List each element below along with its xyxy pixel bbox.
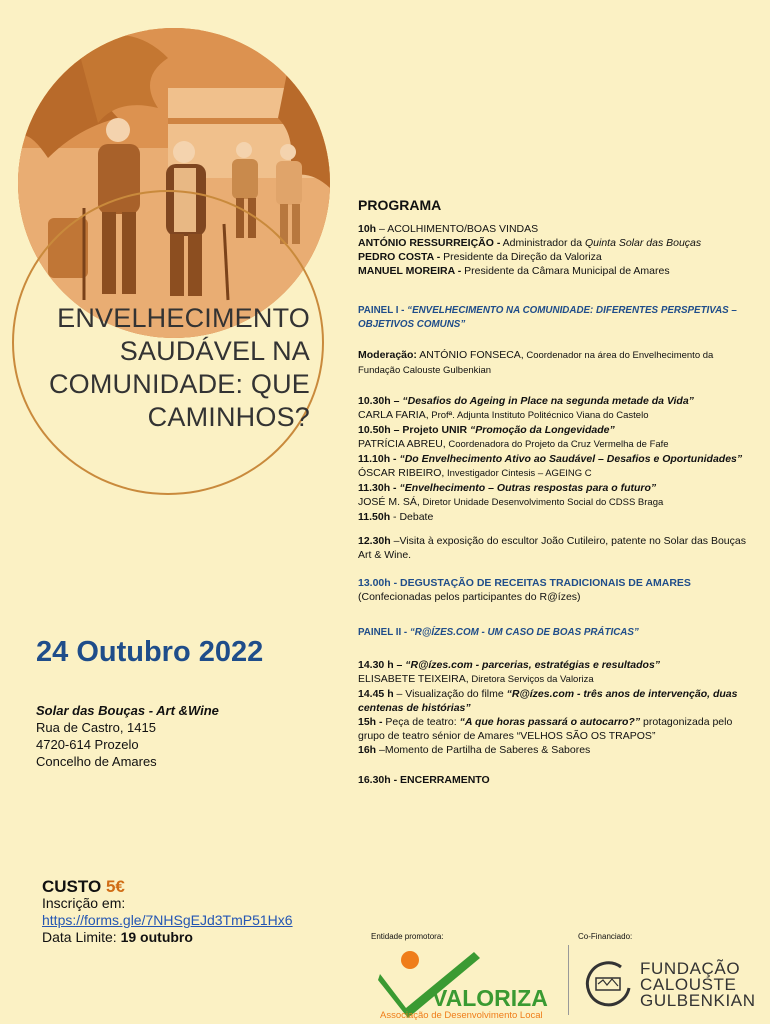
program-item: [358, 394, 753, 408]
program-block: [358, 198, 753, 787]
speaker-role: Coordenadora do Projeto da Cruz Vermelha de Fafe: [445, 439, 669, 450]
program-item: [358, 510, 753, 524]
panel-label: PAINEL II -: [358, 627, 408, 638]
lunch-note: (Confecionadas pelos participantes do R@ízes): [358, 591, 581, 603]
moderation: [358, 348, 753, 378]
speaker-name: PEDRO COSTA -: [358, 251, 441, 263]
cost-label: CUSTO: [42, 877, 102, 896]
item-time: 10.30h –: [358, 395, 400, 407]
venue-name: Solar das Bouças - Art &Wine: [36, 703, 219, 718]
speaker-role: Investigador Cintesis – AGEING C: [444, 468, 592, 479]
program-item: [358, 672, 753, 687]
item-time: 10h: [358, 223, 377, 235]
program-item: [358, 222, 753, 236]
speaker-name: CARLA FARIA,: [358, 409, 429, 421]
program-item: [358, 743, 753, 757]
title-line: COMUNIDADE: QUE: [48, 369, 310, 399]
item-time: 11.50h: [358, 511, 391, 523]
program-item: [358, 250, 753, 264]
program-item: [358, 452, 753, 466]
speaker-role: Administrador da: [500, 237, 585, 249]
item-text: –Visita à exposição do escultor João Cutileiro, patente no Solar das Bouças Art & Wine.: [358, 535, 746, 561]
program-item: [358, 715, 753, 743]
program-item: [358, 534, 753, 562]
program-item: [358, 481, 753, 495]
valoriza-logo: [376, 948, 561, 1020]
moderator-name: ANTÓNIO FONSECA,: [416, 349, 524, 361]
speaker-place: Quinta Solar das Bouças: [584, 237, 702, 249]
valoriza-tagline: Associação de Desenvolvimento Local: [380, 1010, 543, 1020]
moderator-role: Coordenador na área do Envelhecimento da Fundação Calouste Gulbenkian: [358, 350, 714, 376]
program-item: [358, 437, 753, 452]
panel-text: “ENVELHECIMENTO NA COMUNIDADE: DIFERENTES PERSPETIVAS – OBJETIVOS COMUNS”: [358, 305, 737, 330]
item-time: 14.30 h –: [358, 659, 403, 671]
valoriza-mark: [376, 948, 561, 1020]
program-item: [358, 495, 753, 510]
gulbenkian-name: [640, 961, 756, 1009]
item-text: – ACOLHIMENTO/BOAS VINDAS: [376, 223, 539, 235]
item-time: 10.50h – Projeto UNIR: [358, 424, 468, 436]
panel-two-title: [358, 626, 753, 640]
item-time: 12.30h: [358, 535, 391, 547]
item-title: “R@ízes.com - três anos de intervenção, duas centenas de histórias”: [358, 688, 738, 714]
speaker-name: JOSÉ M. SÁ,: [358, 496, 420, 508]
speaker-name: PATRÍCIA ABREU,: [358, 438, 446, 450]
item-time: 16h: [358, 744, 377, 756]
event-date: 24 Outubro 2022: [36, 636, 264, 668]
item-text: protagonizada pelo grupo de teatro sénior de Amares “VELHOS SÃO OS TRAPOS”: [358, 716, 733, 742]
cost-heading: [42, 878, 293, 895]
item-title: “A que horas passará o autocarro?”: [459, 716, 641, 728]
fcg-line: GULBENKIAN: [640, 991, 756, 1010]
venue-street: Rua de Castro, 1415: [36, 720, 156, 735]
program-item: [358, 466, 753, 481]
venue-council: Concelho de Amares: [36, 754, 157, 769]
panel-label: PAINEL I -: [358, 305, 405, 316]
item-title: “Envelhecimento – Outras respostas para o futuro”: [396, 482, 657, 494]
registration-link[interactable]: https://forms.gle/7NHSgEJd3TmP51Hx6: [42, 912, 293, 928]
lunch-title: 13.00h - DEGUSTAÇÃO DE RECEITAS TRADICIONAIS DE AMARES: [358, 577, 691, 589]
closing: 16.30h - ENCERRAMENTO: [358, 774, 490, 786]
program-item: [358, 236, 753, 250]
deadline-label: Data Limite:: [42, 929, 117, 945]
valoriza-name: VALORIZA: [432, 985, 548, 1011]
deadline-line: [42, 929, 293, 946]
item-title: “Do Envelhecimento Ativo ao Saudável – Desafios e Oportunidades”: [396, 453, 743, 465]
cofinanced-label: Co-Financiado:: [578, 932, 633, 941]
speaker-name: ANTÓNIO RESSURREIÇÃO -: [358, 237, 501, 249]
promoter-label: Entidade promotora:: [371, 932, 444, 941]
item-title: “R@ízes.com - parcerias, estratégias e resultados”: [402, 659, 661, 671]
venue-postal: 4720-614 Prozelo: [36, 737, 139, 752]
item-title: “Desafios do Ageing in Place na segunda metade da Vida”: [399, 395, 694, 407]
fcg-line: FUNDAÇÃO: [640, 959, 741, 978]
fcg-line: CALOUSTE: [640, 975, 737, 994]
speaker-name: ELISABETE TEIXEIRA,: [358, 673, 469, 685]
speaker-role: Presidente da Câmara Municipal de Amares: [461, 265, 670, 277]
speaker-role: Diretor Unidade Desenvolvimento Social do CDSS Braga: [419, 497, 664, 508]
deadline-value: 19 outubro: [120, 929, 193, 945]
speaker-name: MANUEL MOREIRA -: [358, 265, 462, 277]
cost-block: [42, 878, 293, 946]
item-text: – Visualização do filme: [393, 688, 507, 700]
title-line: CAMINHOS?: [147, 402, 310, 432]
item-time: 11.10h -: [358, 453, 397, 465]
item-time: 11.30h -: [358, 482, 397, 494]
title-line: ENVELHECIMENTO: [57, 303, 310, 333]
gulbenkian-logo-icon: [583, 958, 633, 1008]
speaker-name: ÓSCAR RIBEIRO,: [358, 467, 445, 479]
speaker-role: Diretora Serviços da Valoriza: [468, 674, 594, 685]
item-text: –Momento de Partilha de Saberes & Sabores: [376, 744, 591, 756]
title-line: SAUDÁVEL NA: [119, 336, 310, 366]
program-item: [358, 264, 753, 278]
panel-text: “R@ÍZES.COM - UM CASO DE BOAS PRÁTICAS”: [407, 627, 639, 638]
cost-value: 5€: [105, 877, 125, 896]
speaker-role: Profª. Adjunta Instituto Politécnico Viana do Castelo: [428, 410, 649, 421]
item-text: - Debate: [390, 511, 434, 523]
footer-divider: [568, 945, 569, 1015]
program-item: [358, 658, 753, 672]
program-item: [358, 423, 753, 437]
item-time: 14.45 h: [358, 688, 394, 700]
item-text: Peça de teatro:: [382, 716, 460, 728]
speaker-role: Presidente da Direção da Valoriza: [440, 251, 602, 263]
program-heading: PROGRAMA: [358, 197, 442, 213]
panel-one-title: [358, 304, 753, 332]
moderation-label: Moderação:: [358, 349, 417, 361]
registration-label: Inscrição em:: [42, 895, 126, 911]
venue-block: [36, 702, 219, 770]
program-item: [358, 408, 753, 423]
item-time: 15h -: [358, 716, 383, 728]
program-item: [358, 687, 753, 715]
event-title: [40, 302, 310, 434]
item-title: “Promoção da Longevidade”: [467, 424, 615, 436]
